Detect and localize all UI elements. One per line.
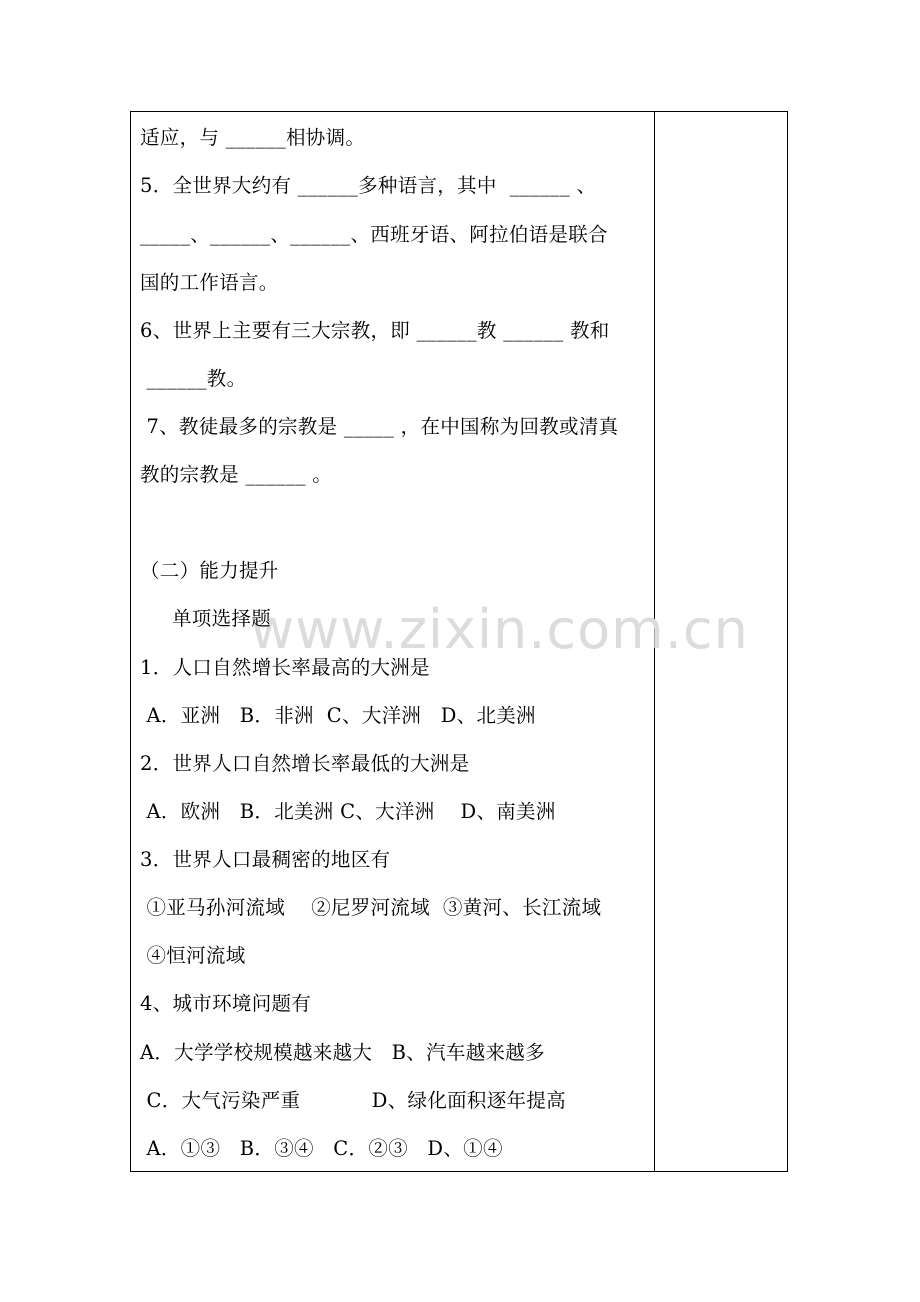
question-6-line-2: ______教。 — [140, 367, 247, 390]
section-heading: （二）能力提升 — [140, 559, 279, 582]
mc-question-3: 3．世界人口最稠密的地区有 — [140, 848, 391, 871]
question-5-line-1: 5．全世界大约有 ______多种语言，其中 ______ 、 — [140, 174, 597, 197]
question-7-line-2: 教的宗教是 ______ 。 — [140, 463, 333, 486]
question-5-line-3: 国的工作语言。 — [140, 271, 279, 294]
subsection-heading: 单项选择题 — [172, 607, 272, 630]
text-line: 适应，与 ______相协调。 — [140, 126, 366, 149]
question-7-line-1: 7、教徒最多的宗教是 _____ ，在中国称为回教或清真 — [140, 415, 619, 438]
question-5-line-2: _____、______、______、西班牙语、阿拉伯语是联合 — [140, 223, 608, 246]
mc-question-3-items-2: ④恒河流域 — [140, 944, 246, 967]
mc-question-3-items-1: ①亚马孙河流域 ②尼罗河流域 ③黄河、长江流域 — [140, 896, 602, 919]
question-6-line-1: 6、世界上主要有三大宗教，即 ______教 ______ 教和 — [140, 319, 610, 342]
mc-question-2-options: A．欧洲 B．北美洲 C、大洋洲 D、南美洲 — [140, 800, 556, 823]
mc-question-1: 1．人口自然增长率最高的大洲是 — [140, 656, 430, 679]
mc-question-1-options: A．亚洲 B．非洲 C、大洋洲 D、北美洲 — [140, 704, 536, 727]
mc-question-4-items-2: C．大气污染严重 D、绿化面积逐年提高 — [140, 1089, 566, 1112]
mc-question-4: 4、城市环境问题有 — [140, 992, 312, 1015]
mc-question-4-options: A．①③ B．③④ C．②③ D、①④ — [140, 1137, 503, 1160]
watermark: www.zixin.com.cn — [250, 598, 749, 661]
mc-question-4-items-1: A．大学学校规模越来越大 B、汽车越来越多 — [140, 1041, 545, 1064]
mc-question-2: 2．世界人口自然增长率最低的大洲是 — [140, 752, 470, 775]
